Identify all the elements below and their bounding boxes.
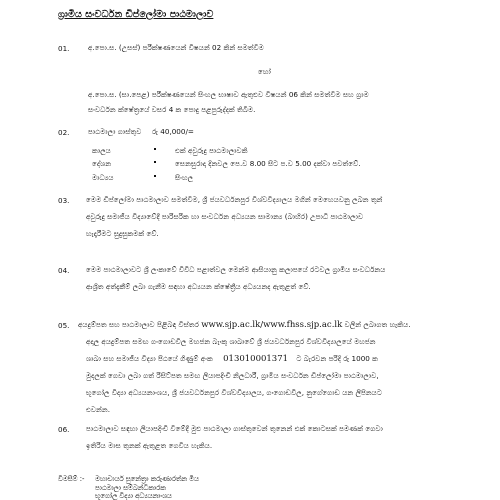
section-05-line-5: භූගෝල විද්‍යා අධ්‍යයනාංශය, ශ්‍රී ජයවර්ධනපුර විශ්වවිද්‍යාලය, ගංගොඩවිල, නුගේගොඩ යන ලිපිනයට — [86, 388, 383, 397]
lecture-days-value: සෙනසුරාදා දිනවල පෙ.ව 8.00 සිට ප.ව 5.00 දක්වා පවත්වේ. — [175, 159, 361, 168]
section-05-line-2: අදාල අයදුම්පත සමඟ ගංගොඩවිල මහජන බැංකු ශාඛාවේ ශ්‍රී ජයවර්ධනපුර විශ්වවිද්‍යාලයේ මහජන — [86, 337, 376, 346]
section-01-number: 01. — [58, 44, 70, 53]
section-05-line-4: මුදලක් ගෙවා ලබා ගත් රිසිට්පත සමඟ ලියාපදිංචි නිලධාරී, ග්‍රාමීය සංවර්ධන ඩිප්ලෝමා පාඨමාලාව, — [86, 371, 379, 380]
section-06-line-1: පාඨමාලාව සඳහා ලියාපදිංචි වීමේදී මුළු පාඨමාලා ගාස්තුවෙන් තුනෙන් එක් කොටසක් පමණක් ගෙවා — [86, 424, 383, 433]
medium-value: සිංහල — [175, 173, 194, 182]
fee-value: රු 40,000/= — [152, 127, 194, 136]
details-text-end: වලින් ලබාගත හැකිය. — [344, 320, 411, 329]
section-01-line-1: අ.පො.ස. (උසස්) පරීක්ෂණයෙන් විෂයන් 02 කින් සමත්වීම — [88, 43, 264, 52]
contact-name: මහාචාර්ය සුනේත්‍රා කරුණාරත්න මිය — [95, 475, 199, 483]
section-01-line-2: අ.පො.ස. (සා.පෙළ) පරීක්ෂණයෙන් සිංහල භාෂාව ඇතුළුව විෂයන් 06 කින් සමත්වීම සහ ග්‍රාම — [88, 90, 369, 99]
account-text: ශාඛා සහ සමාජීය විද්‍යා පීඨයේ ගිණුම් අංක — [86, 354, 213, 363]
section-06-line-2: ඉතිරිය මාස තුනක් ඇතුළත ගෙවිය හැකිය. — [86, 441, 213, 450]
medium-label: මාධ්‍යය — [92, 173, 114, 182]
bullet-dot — [154, 175, 156, 177]
section-05-line-6: එවන්න. — [86, 405, 110, 414]
lecture-days-label: දේශන — [92, 159, 112, 168]
section-03-number: 03. — [58, 196, 70, 205]
section-04-number: 04. — [58, 266, 70, 275]
duration-label: කාලය — [92, 146, 111, 155]
section-03-line-2: අවුරුදු සමාජීය විද්‍යාවේදී පාරිසරික හා සංවර්ධන අධ්‍යයන සාමාන්‍ය (බාහිර) උපාධි පාඨමාලාව — [86, 212, 364, 221]
section-05-number: 05. — [58, 321, 70, 330]
section-01-line-3: සංවර්ධන ක්ෂේත්‍රයේ වසර 4 ක පොදු පළපුරුද්දක් තිබීම. — [88, 105, 256, 114]
website-link[interactable]: www.sjp.ac.lk/www.fhss.sjp.ac.lk — [201, 320, 343, 330]
section-04-line-2: ආශ්‍රිත අත්දැකීම් ලබා ගැනීම සඳහා අධ්‍යයන ක්ෂේත්‍රීය අධ්‍යයනද ඇතුළත් වේ. — [86, 282, 311, 291]
account-number: 013010001371 — [223, 354, 289, 364]
section-04-line-1: මෙම පාඨමාලාවට ශ්‍රී ලංකාවේ විවිධ පළාත්වල මෙන්ම ආසියානු කලාපයේ රටවල ග්‍රාමීය සංවර්ධනය — [86, 265, 386, 274]
inquiries-label: විමසීම් :- — [58, 475, 85, 483]
section-03-line-1: මෙම ඩිප්ලෝමා පාඨමාලාව සමත්වීම, ශ්‍රී ජයවර්ධනපුර විශ්වවිද්‍යාලය මගින් මෙහෙයවනු ලබන තුන් — [86, 195, 383, 204]
bullet-dot — [154, 148, 156, 150]
contact-department: භූගෝල විද්‍යා අධ්‍යයනාංශය — [95, 492, 172, 500]
account-text-end: ට බැරවන පරිදි රු 1000 ක — [296, 354, 378, 363]
section-05-line-3 — [86, 355, 378, 364]
contact-role: පාඨමාලා සම්බන්ධීකාරක — [95, 484, 166, 492]
section-03-line-3: හැදෑරීමට සුදුසුකමක් වේ. — [86, 229, 159, 238]
section-01-or: හෝ — [258, 67, 271, 76]
fee-label: පාඨමාලා ගාස්තුව — [88, 127, 142, 136]
page-title: ග්‍රාමීය සංවර්ධන ඩිප්ලෝමා පාඨමාලාව — [58, 9, 214, 20]
duration-value: එක් අවුරුදු පාඨමාලාවකි — [175, 146, 248, 155]
section-06-number: 06. — [58, 425, 70, 434]
details-text: අයදුම්පත සහ පාඨමාලාව පිළිබඳ විස්තර — [78, 320, 199, 329]
section-05-line-1 — [78, 321, 411, 330]
bullet-dot — [154, 161, 156, 163]
section-02-number: 02. — [58, 128, 70, 137]
